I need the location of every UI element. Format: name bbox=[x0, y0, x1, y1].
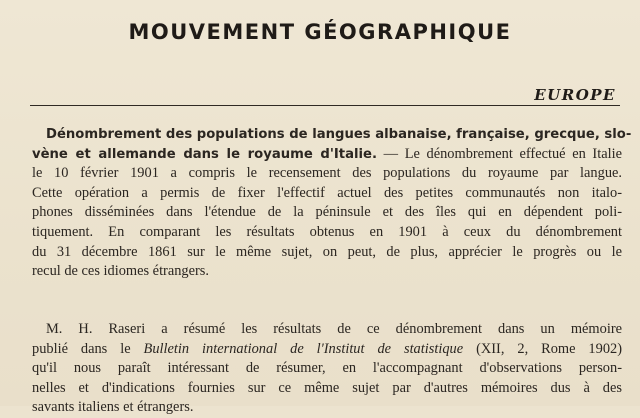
text-line: nelles et d'indications fournies sur ce même sujet par d'autres mémoires dus à des bbox=[32, 379, 622, 396]
section-heading: EUROPE bbox=[534, 86, 616, 104]
text-line bbox=[32, 145, 622, 165]
article-heading: vène et allemande dans le royaume d'Italie. bbox=[32, 146, 378, 162]
article-heading: Dénombrement des populations de langues albanaise, française, grecque, slo- bbox=[46, 127, 632, 142]
text-line: M. H. Raseri a résumé les résultats de ce dénombrement dans un mémoire bbox=[46, 321, 622, 337]
publication-title: Bulletin international de l'Institut de statistique bbox=[143, 340, 464, 357]
page-title: MOUVEMENT GÉOGRAPHIQUE bbox=[128, 20, 512, 44]
text-line: tiquement. En comparant les résultats obtenus en 1901 à ceux du dénombrement bbox=[32, 223, 622, 240]
text-line: Cette opération a permis de fixer l'effectif actuel des petites communautés non italo- bbox=[32, 184, 622, 201]
text-line: du 31 décembre 1861 sur le même sujet, on peut, de plus, apprécier le progrès ou le bbox=[32, 243, 622, 260]
paragraph-1 bbox=[32, 125, 632, 282]
text-line: recul de ces idiomes étrangers. bbox=[32, 263, 210, 280]
paragraph-2 bbox=[32, 320, 622, 418]
text-fragment: publié dans le bbox=[32, 340, 144, 357]
text-line: phones disséminées dans l'étendue de la péninsule et des îles qui en dépendent poli- bbox=[32, 204, 622, 221]
text-line: qu'il nous paraît intéressant de résumer, en l'accompagnant d'observations person- bbox=[32, 360, 622, 377]
text-line bbox=[32, 125, 632, 145]
text-line bbox=[32, 340, 622, 360]
text-fragment: — Le dénombrement effectué en Italie bbox=[377, 145, 622, 162]
text-line: le 10 février 1901 a compris le recensement des populations du royaume par langue. bbox=[32, 165, 622, 182]
heading-rule bbox=[30, 105, 620, 106]
text-fragment: (XII, 2, Rome 1902) bbox=[463, 340, 622, 357]
text-line: savants italiens et étrangers. bbox=[32, 399, 194, 416]
